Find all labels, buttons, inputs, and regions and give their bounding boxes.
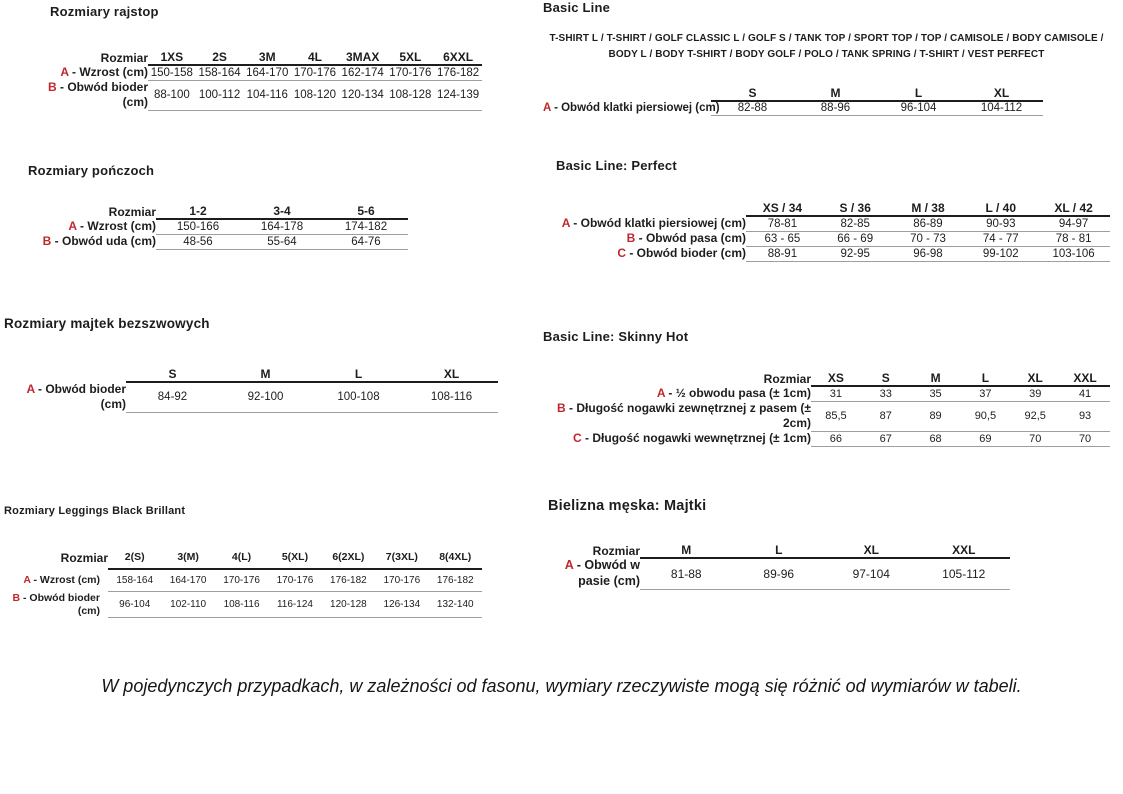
- size-table: [28, 204, 408, 250]
- measure-letter: A: [68, 219, 77, 233]
- size-value: 104-116: [243, 80, 291, 110]
- size-value: 176-182: [322, 569, 375, 592]
- table-row: [4, 592, 482, 618]
- column-header: M: [911, 371, 961, 386]
- column-header: 2S: [196, 50, 244, 65]
- size-value: 89: [911, 401, 961, 431]
- size-value: 162-174: [339, 65, 387, 80]
- size-table: [548, 543, 1010, 590]
- column-header: 3-4: [240, 204, 324, 219]
- size-value: 170-176: [268, 569, 321, 592]
- column-header: S: [861, 371, 911, 386]
- size-value: 82-85: [819, 216, 892, 231]
- corner-label: Rozmiar: [60, 550, 108, 565]
- size-value: 103-106: [1037, 246, 1110, 261]
- measure-letter: A: [23, 573, 31, 586]
- size-value: 108-120: [291, 80, 339, 110]
- row-label: A - Obwód bioder (cm): [26, 382, 126, 411]
- size-value: 89-96: [733, 558, 826, 589]
- size-value: 116-124: [268, 592, 321, 618]
- table-row: [4, 569, 482, 592]
- size-value: 37: [960, 386, 1010, 401]
- size-value: 48-56: [156, 234, 240, 249]
- column-header: 5(XL): [268, 546, 321, 569]
- table-row: [28, 234, 408, 249]
- header-row: [548, 543, 1010, 558]
- size-value: 70: [1060, 431, 1110, 446]
- column-header: XL: [405, 367, 498, 382]
- size-value: 68: [911, 431, 961, 446]
- column-header: XL: [1010, 371, 1060, 386]
- section-leggings: [4, 505, 482, 618]
- row-label: A - Wzrost (cm): [23, 573, 100, 586]
- column-header: XL: [825, 543, 918, 558]
- size-value: 33: [861, 386, 911, 401]
- table-row: [28, 80, 482, 110]
- size-value: 74 - 77: [964, 231, 1037, 246]
- section-majtek: [4, 316, 498, 413]
- size-value: 132-140: [429, 592, 482, 618]
- section-ponczoch: [28, 163, 408, 250]
- column-header: L / 40: [964, 201, 1037, 216]
- size-value: 97-104: [825, 558, 918, 589]
- column-header: M / 38: [892, 201, 965, 216]
- row-label: A - Obwód klatki piersiowej (cm): [543, 102, 720, 114]
- size-value: 85,5: [811, 401, 861, 431]
- measure-letter: A: [60, 65, 69, 79]
- row-label: A - Obwód w pasie (cm): [564, 558, 640, 588]
- measure-letter: B: [557, 401, 566, 415]
- size-value: 84-92: [126, 382, 219, 412]
- corner-label: [4, 367, 126, 382]
- measure-letter: C: [573, 431, 582, 445]
- size-value: 99-102: [964, 246, 1037, 261]
- section-title: Rozmiary rajstop: [50, 4, 159, 19]
- column-header: XXL: [1060, 371, 1110, 386]
- size-value: 66: [811, 431, 861, 446]
- size-value: 124-139: [434, 80, 482, 110]
- size-value: 92-100: [219, 382, 312, 412]
- column-header: XS / 34: [746, 201, 819, 216]
- size-value: 81-88: [640, 558, 733, 589]
- size-table: [556, 201, 1110, 262]
- column-header: XS: [811, 371, 861, 386]
- corner-label: Rozmiar: [108, 204, 156, 219]
- table-row: [28, 219, 408, 234]
- section-title: Basic Line: Skinny Hot: [543, 329, 689, 344]
- measure-letter: A: [26, 382, 35, 396]
- column-header: S: [711, 86, 794, 101]
- size-value: 170-176: [387, 65, 435, 80]
- column-header: L: [877, 86, 960, 101]
- column-header: XXL: [918, 543, 1011, 558]
- size-value: 164-170: [243, 65, 291, 80]
- size-value: 70 - 73: [892, 231, 965, 246]
- size-table: [543, 86, 1043, 116]
- size-value: 87: [861, 401, 911, 431]
- column-header: 2(S): [108, 546, 161, 569]
- size-value: 88-96: [794, 101, 877, 115]
- section-title: Rozmiary pończoch: [28, 163, 155, 178]
- column-header: L: [733, 543, 826, 558]
- size-value: 158-164: [196, 65, 244, 80]
- size-value: 108-128: [387, 80, 435, 110]
- size-value: 96-104: [877, 101, 960, 115]
- size-table: [543, 371, 1110, 447]
- section-rajstop: [28, 4, 482, 111]
- corner-label: Rozmiar: [763, 371, 811, 386]
- size-value: 86-89: [892, 216, 965, 231]
- column-header: 3(M): [161, 546, 214, 569]
- row-label: C - Długość nogawki wewnętrznej (± 1cm): [573, 431, 811, 445]
- corner-label: [543, 86, 711, 101]
- column-header: XL: [960, 86, 1043, 101]
- table-row: [556, 231, 1110, 246]
- column-header: M: [794, 86, 877, 101]
- size-value: 174-182: [324, 219, 408, 234]
- size-value: 120-134: [339, 80, 387, 110]
- size-value: 69: [960, 431, 1010, 446]
- column-header: 4(L): [215, 546, 268, 569]
- section-majtki: [548, 498, 1010, 590]
- section-skinny: [543, 329, 1110, 447]
- header-row: [543, 371, 1110, 386]
- size-value: 39: [1010, 386, 1060, 401]
- section-title: Rozmiary Leggings Black Brillant: [4, 505, 186, 517]
- header-row: [556, 201, 1110, 216]
- header-row: [28, 50, 482, 65]
- header-row: [543, 86, 1043, 101]
- section-title: Basic Line: Perfect: [556, 158, 677, 173]
- size-value: 31: [811, 386, 861, 401]
- column-header: 5XL: [387, 50, 435, 65]
- footnote-text: W pojedynczych przypadkach, w zależności od fasonu, wymiary rzeczywiste mogą się różnić od wymiarów w tabeli.: [101, 676, 1022, 696]
- section-perfect: [556, 158, 1110, 262]
- column-header: XL / 42: [1037, 201, 1110, 216]
- size-value: 150-158: [148, 65, 196, 80]
- measure-letter: A: [561, 216, 570, 230]
- row-label: B - Obwód uda (cm): [42, 234, 156, 248]
- column-header: 6XXL: [434, 50, 482, 65]
- section-title: Bielizna męska: Majtki: [548, 498, 707, 514]
- column-header: 3M: [243, 50, 291, 65]
- size-value: 105-112: [918, 558, 1011, 589]
- table-row: [543, 401, 1110, 431]
- size-value: 126-134: [375, 592, 428, 618]
- table-row: [556, 216, 1110, 231]
- size-value: 63 - 65: [746, 231, 819, 246]
- column-header: M: [640, 543, 733, 558]
- size-value: 102-110: [161, 592, 214, 618]
- table-row: [4, 382, 498, 412]
- size-value: 176-182: [434, 65, 482, 80]
- size-value: 70: [1010, 431, 1060, 446]
- corner-label: [556, 201, 746, 216]
- size-value: 164-178: [240, 219, 324, 234]
- size-table: [4, 546, 482, 618]
- column-header: 1-2: [156, 204, 240, 219]
- header-row: [28, 204, 408, 219]
- measure-letter: A: [564, 558, 574, 572]
- column-header: M: [219, 367, 312, 382]
- column-header: 5-6: [324, 204, 408, 219]
- measure-letter: B: [42, 234, 52, 248]
- size-value: 94-97: [1037, 216, 1110, 231]
- size-value: 88-100: [148, 80, 196, 110]
- size-value: 150-166: [156, 219, 240, 234]
- table-row: [543, 101, 1043, 115]
- size-value: 92-95: [819, 246, 892, 261]
- size-value: 104-112: [960, 101, 1043, 115]
- section-title: Rozmiary majtek bezszwowych: [4, 316, 210, 331]
- size-value: 90,5: [960, 401, 1010, 431]
- column-header: 8(4XL): [429, 546, 482, 569]
- column-header: 4L: [291, 50, 339, 65]
- measure-letter: B: [48, 80, 57, 94]
- size-value: 170-176: [291, 65, 339, 80]
- column-header: 7(3XL): [375, 546, 428, 569]
- table-row: [543, 386, 1110, 401]
- size-value: 100-108: [312, 382, 405, 412]
- size-value: 67: [861, 431, 911, 446]
- size-value: 78 - 81: [1037, 231, 1110, 246]
- measure-letter: A: [656, 386, 666, 400]
- size-value: 108-116: [405, 382, 498, 412]
- size-value: 90-93: [964, 216, 1037, 231]
- size-value: 120-128: [322, 592, 375, 618]
- size-value: 41: [1060, 386, 1110, 401]
- column-header: L: [960, 371, 1010, 386]
- size-value: 92,5: [1010, 401, 1060, 431]
- column-header: 3MAX: [339, 50, 387, 65]
- size-value: 66 - 69: [819, 231, 892, 246]
- row-label: A - Wzrost (cm): [60, 65, 148, 79]
- size-value: 96-104: [108, 592, 161, 618]
- column-header: S: [126, 367, 219, 382]
- header-row: [4, 546, 482, 569]
- size-value: 170-176: [375, 569, 428, 592]
- column-header: L: [312, 367, 405, 382]
- section-title: Basic Line: [543, 0, 611, 15]
- size-value: 176-182: [429, 569, 482, 592]
- row-label: A - Obwód klatki piersiowej (cm): [561, 216, 746, 230]
- column-header: S / 36: [819, 201, 892, 216]
- size-value: 170-176: [215, 569, 268, 592]
- size-value: 78-81: [746, 216, 819, 231]
- row-label: B - Obwód bioder (cm): [48, 80, 148, 109]
- measure-letter: B: [12, 591, 21, 604]
- row-label: B - Długość nogawki zewnętrznej z pasem (± 2cm): [557, 401, 811, 430]
- size-value: 88-91: [746, 246, 819, 261]
- size-table: [28, 50, 482, 111]
- size-value: 64-76: [324, 234, 408, 249]
- table-row: [556, 246, 1110, 261]
- measure-letter: C: [617, 246, 626, 260]
- corner-label: Rozmiar: [592, 543, 640, 558]
- row-label: B - Obwód bioder (cm): [12, 591, 100, 617]
- size-value: 93: [1060, 401, 1110, 431]
- product-list: T-SHIRT L / T-SHIRT / GOLF CLASSIC L / GOLF S / TANK TOP / SPORT TOP / TOP / CAMISOLE / BODY CAMISOLE / BODY L / BODY T-SHIRT / BODY GOLF / POLO / TANK SPRING / T-SHIRT / VEST PERFECT: [549, 33, 1104, 60]
- size-value: 96-98: [892, 246, 965, 261]
- table-row: [543, 431, 1110, 446]
- row-label: B - Obwód pasa (cm): [626, 231, 746, 245]
- header-row: [4, 367, 498, 382]
- size-value: 82-88: [711, 101, 794, 115]
- size-table: [4, 367, 498, 413]
- row-label: C - Obwód bioder (cm): [617, 246, 746, 260]
- measure-letter: B: [626, 231, 636, 245]
- size-value: 35: [911, 386, 961, 401]
- size-value: 164-170: [161, 569, 214, 592]
- section-basicline: [543, 0, 1110, 116]
- size-value: 108-116: [215, 592, 268, 618]
- column-header: 6(2XL): [322, 546, 375, 569]
- row-label: A - Wzrost (cm): [68, 219, 156, 233]
- size-value: 100-112: [196, 80, 244, 110]
- table-row: [548, 558, 1010, 589]
- size-value: 158-164: [108, 569, 161, 592]
- column-header: 1XS: [148, 50, 196, 65]
- measure-letter: A: [543, 102, 551, 114]
- table-row: [28, 65, 482, 80]
- row-label: A - ½ obwodu pasa (± 1cm): [656, 386, 811, 400]
- size-value: 55-64: [240, 234, 324, 249]
- corner-label: Rozmiar: [100, 50, 148, 65]
